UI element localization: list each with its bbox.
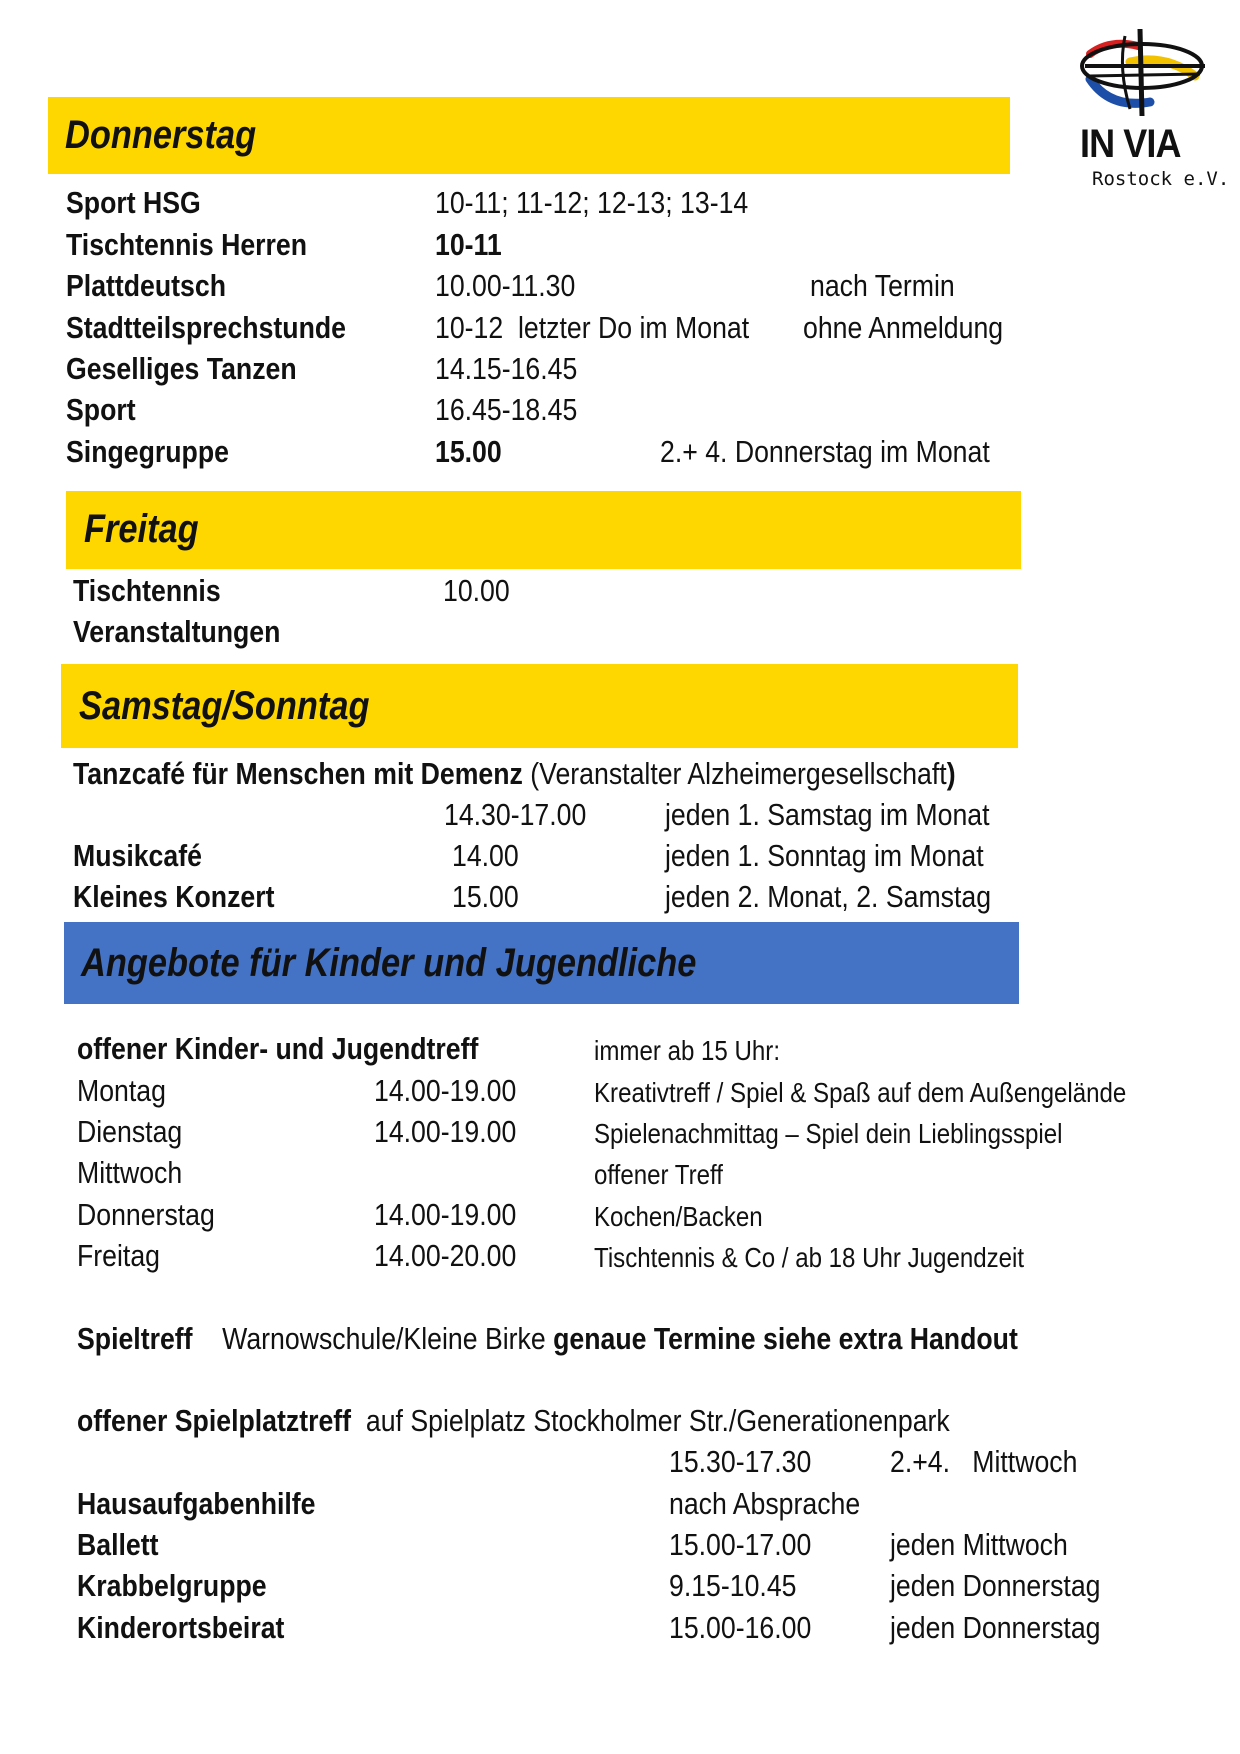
spielplatz-note: 2.+4. Mittwoch — [890, 1444, 1078, 1479]
day-time: 14.00-19.00 — [374, 1114, 517, 1149]
row-name: Tischtennis Herren — [66, 227, 308, 262]
day-name: Donnerstag — [77, 1197, 215, 1232]
wochenende-title: Samstag/Sonntag — [79, 684, 370, 728]
donnerstag-title: Donnerstag — [65, 113, 257, 157]
row-name: Ballett — [77, 1527, 159, 1562]
spielplatz-time: 15.30-17.30 — [669, 1444, 812, 1479]
freitag-title: Freitag — [84, 507, 199, 551]
donnerstag-header-band — [48, 97, 1010, 174]
row-name: Tischtennis — [73, 573, 221, 608]
day-note: Kochen/Backen — [594, 1201, 763, 1232]
day-time: 14.00-19.00 — [374, 1073, 517, 1108]
row-name: Musikcafé — [73, 838, 202, 873]
row-name: Geselliges Tanzen — [66, 351, 297, 386]
row-time: 10-11; 11-12; 12-13; 13-14 — [435, 185, 749, 220]
row-time: 14.15-16.45 — [435, 351, 578, 386]
row-note: jeden Mittwoch — [890, 1527, 1068, 1562]
tanzcafe-line — [73, 757, 956, 791]
row-name: Plattdeutsch — [66, 268, 226, 303]
day-note: offener Treff — [594, 1159, 723, 1190]
tanzcafe-time: 14.30-17.00 — [444, 797, 587, 832]
globe-cross-icon — [1070, 24, 1215, 124]
row-name: Kinderortsbeirat — [77, 1610, 285, 1645]
day-time: 14.00-19.00 — [374, 1197, 517, 1232]
spielplatz-line — [77, 1404, 950, 1438]
day-note: Spielenachmittag – Spiel dein Lieblingsspiel — [594, 1118, 1063, 1149]
row-time: nach Absprache — [669, 1486, 861, 1521]
spielplatz-label: offener Spielplatztreff — [77, 1403, 352, 1438]
row-note: 2.+ 4. Donnerstag im Monat — [660, 434, 990, 469]
row-time: 10-12 letzter Do im Monat — [435, 310, 750, 345]
row-time: 10.00 — [443, 573, 510, 608]
freitag-header-band — [66, 491, 1021, 569]
row-time: 15.00-17.00 — [669, 1527, 812, 1562]
tanzcafe-organizer: (Veranstalter Alzheimergesellschaft — [530, 756, 947, 791]
row-name: Krabbelgruppe — [77, 1568, 267, 1603]
day-name: Montag — [77, 1073, 166, 1108]
spielplatz-place: auf Spielplatz Stockholmer Str./Generationenpark — [365, 1403, 950, 1438]
day-name: Mittwoch — [77, 1155, 183, 1190]
logo-name: IN VIA — [1080, 122, 1181, 166]
row-time: 15.00-16.00 — [669, 1610, 812, 1645]
spieltreff-label: Spieltreff — [77, 1321, 193, 1356]
row-name: Sport — [66, 392, 136, 427]
row-name: Kleines Konzert — [73, 879, 275, 914]
row-name: Hausaufgabenhilfe — [77, 1486, 316, 1521]
row-note: jeden Donnerstag — [890, 1568, 1101, 1603]
row-name: Singegruppe — [66, 434, 229, 469]
row-time: 10.00-11.30 — [435, 268, 576, 303]
treff-note: immer ab 15 Uhr: — [594, 1035, 781, 1066]
kinder-header-band — [64, 922, 1019, 1004]
row-time: 16.45-18.45 — [435, 392, 578, 427]
day-name: Freitag — [77, 1238, 160, 1273]
day-note: Kreativtreff / Spiel & Spaß auf dem Außengelände — [594, 1077, 1127, 1108]
row-note: nach Termin — [810, 268, 955, 303]
row-name: Stadtteilsprechstunde — [66, 310, 346, 345]
tanzcafe-close-paren: ) — [946, 756, 956, 791]
row-time: 15.00 — [435, 434, 502, 469]
tanzcafe-note: jeden 1. Samstag im Monat — [665, 797, 990, 832]
row-time: 15.00 — [452, 879, 519, 914]
spieltreff-place: Warnowschule/Kleine Birke — [222, 1321, 546, 1356]
row-note: jeden 1. Sonntag im Monat — [665, 838, 984, 873]
day-note: Tischtennis & Co / ab 18 Uhr Jugendzeit — [594, 1242, 1025, 1273]
row-time: 14.00 — [452, 838, 519, 873]
row-time: 10-11 — [435, 227, 502, 262]
day-name: Dienstag — [77, 1114, 183, 1149]
row-name: Sport HSG — [66, 185, 201, 220]
treff-title: offener Kinder- und Jugendtreff — [77, 1031, 479, 1066]
logo-subtitle: Rostock e.V. — [1092, 168, 1230, 190]
day-time: 14.00-20.00 — [374, 1238, 517, 1273]
row-note: jeden 2. Monat, 2. Samstag — [665, 879, 992, 914]
spieltreff-note: genaue Termine siehe extra Handout — [553, 1321, 1018, 1356]
tanzcafe-name: Tanzcafé für Menschen mit Demenz — [73, 756, 523, 791]
spieltreff-line — [77, 1322, 1018, 1356]
wochenende-header-band — [61, 664, 1018, 748]
row-note: jeden Donnerstag — [890, 1610, 1101, 1645]
row-time: 9.15-10.45 — [669, 1568, 797, 1603]
kinder-title: Angebote für Kinder und Jugendliche — [81, 941, 697, 985]
row-note: ohne Anmeldung — [803, 310, 1004, 345]
row-name: Veranstaltungen — [73, 614, 281, 649]
